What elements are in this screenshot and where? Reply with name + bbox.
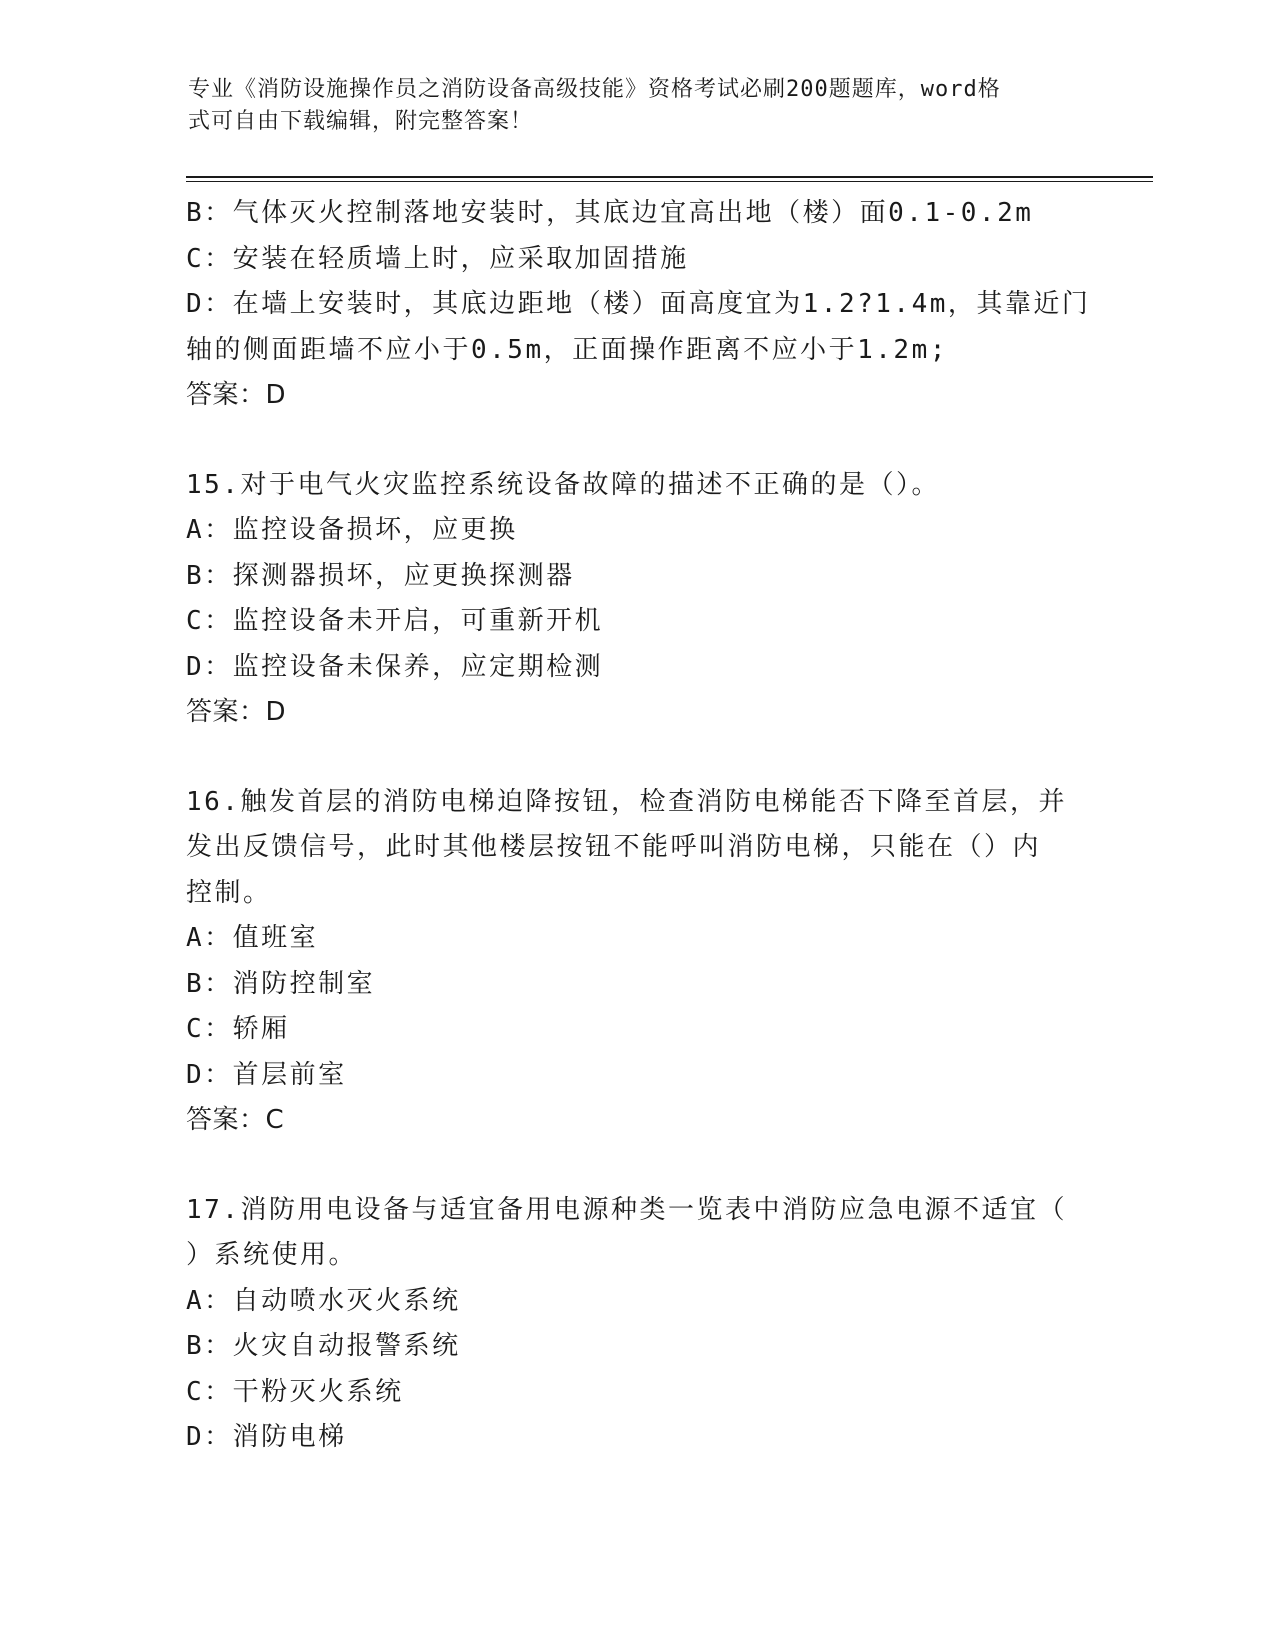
header-divider-thick — [186, 176, 1153, 178]
option-b: B：火灾自动报警系统 — [186, 1331, 461, 1361]
option-b: B：探测器损坏，应更换探测器 — [186, 560, 575, 591]
spacer — [186, 419, 1086, 463]
option-c: C：干粉灭火系统 — [186, 1376, 404, 1407]
question-list — [186, 191, 1091, 1461]
option-c: C：监控设备未开启，可重新开机 — [186, 606, 604, 636]
option-d-continued: 轴的侧面距墙不应小于0.5m，正面操作距离不应小于1.2m; — [186, 334, 948, 365]
question-stem: ）系统使用。 — [186, 1240, 358, 1270]
option-c: C：安装在轻质墙上时，应采取加固措施 — [186, 243, 689, 274]
question-stem: 17.消防用电设备与适宜备用电源种类一览表中消防应急电源不适宜（ — [186, 1194, 1067, 1225]
question-14-continuation — [186, 191, 1091, 419]
option-d: D：首层前室 — [186, 1059, 347, 1090]
header-line-1: 专业《消防设施操作员之消防设备高级技能》资格考试必刷200题题库，word格 — [188, 77, 1001, 102]
question-15 — [186, 463, 1086, 736]
header-divider-thin — [186, 181, 1153, 182]
option-b: B：消防控制室 — [186, 968, 376, 999]
spacer — [186, 736, 1086, 780]
question-stem: 发出反馈信号，此时其他楼层按钮不能呼叫消防电梯，只能在（）内 — [186, 832, 1042, 862]
question-stem: 控制。 — [186, 877, 272, 908]
option-b: B：气体灭火控制落地安装时，其底边宜高出地（楼）面0.1-0.2m — [186, 198, 1034, 228]
answer-line: 答案：C — [186, 1105, 285, 1135]
option-a: A：值班室 — [186, 923, 319, 953]
option-d: D：监控设备未保养，应定期检测 — [186, 651, 604, 682]
option-c: C：轿厢 — [186, 1014, 290, 1044]
answer-line: 答案：D — [186, 380, 287, 410]
question-17 — [186, 1188, 1086, 1461]
option-d: D：在墙上安装时，其底边距地（楼）面高度宜为1.2?1.4m，其靠近门 — [186, 289, 1091, 319]
answer-line: 答案：D — [186, 697, 287, 727]
header-line-2: 式可自由下载编辑，附完整答案！ — [188, 109, 534, 134]
document-header — [188, 74, 1088, 138]
question-stem: 16.触发首层的消防电梯迫降按钮，检查消防电梯能否下降至首层，并 — [186, 786, 1067, 817]
question-stem: 15.对于电气火灾监控系统设备故障的描述不正确的是（）。 — [186, 469, 940, 500]
spacer — [186, 1144, 1086, 1188]
option-a: A：监控设备损坏，应更换 — [186, 515, 518, 545]
option-a: A：自动喷水灭火系统 — [186, 1285, 461, 1316]
option-d: D：消防电梯 — [186, 1422, 347, 1452]
question-16 — [186, 780, 1086, 1144]
